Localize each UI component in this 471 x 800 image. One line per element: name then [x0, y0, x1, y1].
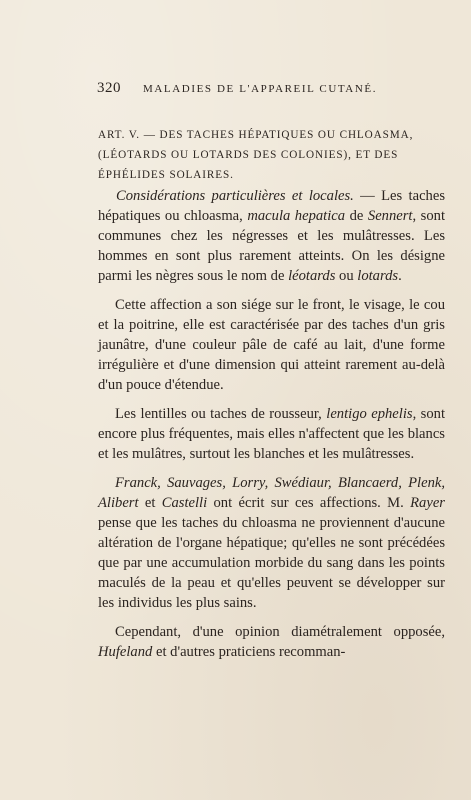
- text-run: Cependant, d'une opinion diamétralement opposée,: [115, 624, 445, 640]
- text-run: Les lentilles ou taches de rousseur,: [115, 406, 327, 422]
- text-run: , sont communes chez les négresses et les mulâtresses. Les hommes en sont plus rarement atteints. On les désigne parmi les nègres sous le nom de: [98, 208, 445, 284]
- paragraph-1: [98, 186, 445, 286]
- latin-term: lentigo ephelis: [326, 406, 413, 422]
- author-name: Rayer: [410, 495, 445, 511]
- text-run: et d'autres praticiens recomman-: [152, 644, 346, 660]
- paragraph-5: [98, 622, 445, 662]
- term: léotards: [288, 268, 336, 284]
- paragraph-3: [98, 404, 445, 464]
- latin-term: macula hepatica: [247, 208, 346, 224]
- text-run: ou: [335, 268, 358, 284]
- text-run: , sont encore plus fréquentes, mais elles n'affectent que les blancs et les mulâtres, surtout les blanches et les mulâtresses.: [98, 406, 445, 462]
- text-run: de: [345, 208, 368, 224]
- paragraph-2: [98, 295, 445, 395]
- article-heading-line-3: ÉPHÉLIDES SOLAIRES.: [98, 169, 234, 181]
- author-name: Castelli: [161, 495, 208, 511]
- running-head: [97, 80, 437, 100]
- text-run: pense que les taches du chloasma ne proviennent d'aucune altération de l'organe hépatique; qu'elles ne sont précédées que par une accumulation morbide du sang dans les points maculés de la peau et qu'elles peuvent se développer sur les individus les plus sains.: [98, 515, 445, 611]
- article-heading: [98, 126, 443, 185]
- author-name: Hufeland: [98, 644, 153, 660]
- page-number: 320: [97, 80, 121, 96]
- author-name: Sennert: [367, 208, 413, 224]
- author-names: Franck, Sauvages, Lorry, Swédiaur, Blancaerd, Plenk, Alibert: [98, 475, 445, 511]
- text-run: Cette affection a son siége sur le front, le visage, le cou et la poitrine, elle est caractérisée par des taches d'un gris jaunâtre, d'une couleur pâle de café au lait, d'une forme irrégulière et d'une dimension qui atteint rarement au-delà d'un pouce d'étendue.: [98, 297, 445, 393]
- body-text: [98, 186, 445, 671]
- section-lead-phrase: Considérations particulières et locales.: [116, 188, 354, 204]
- article-heading-line-2: (LÉOTARDS OU LOTARDS DES COLONIES), ET DES: [98, 149, 399, 161]
- article-heading-line-1: ART. V. — DES TACHES HÉPATIQUES OU CHLOASMA,: [98, 129, 414, 141]
- paragraph-4: [98, 473, 445, 613]
- text-run: et: [138, 495, 162, 511]
- text-run: .: [398, 268, 402, 284]
- running-title: MALADIES DE L'APPAREIL CUTANÉ.: [143, 83, 378, 95]
- term: lotards: [357, 268, 399, 284]
- text-run: ont écrit sur ces affections. M.: [207, 495, 411, 511]
- text-run: — Les taches hépatiques ou chloasma,: [98, 188, 445, 224]
